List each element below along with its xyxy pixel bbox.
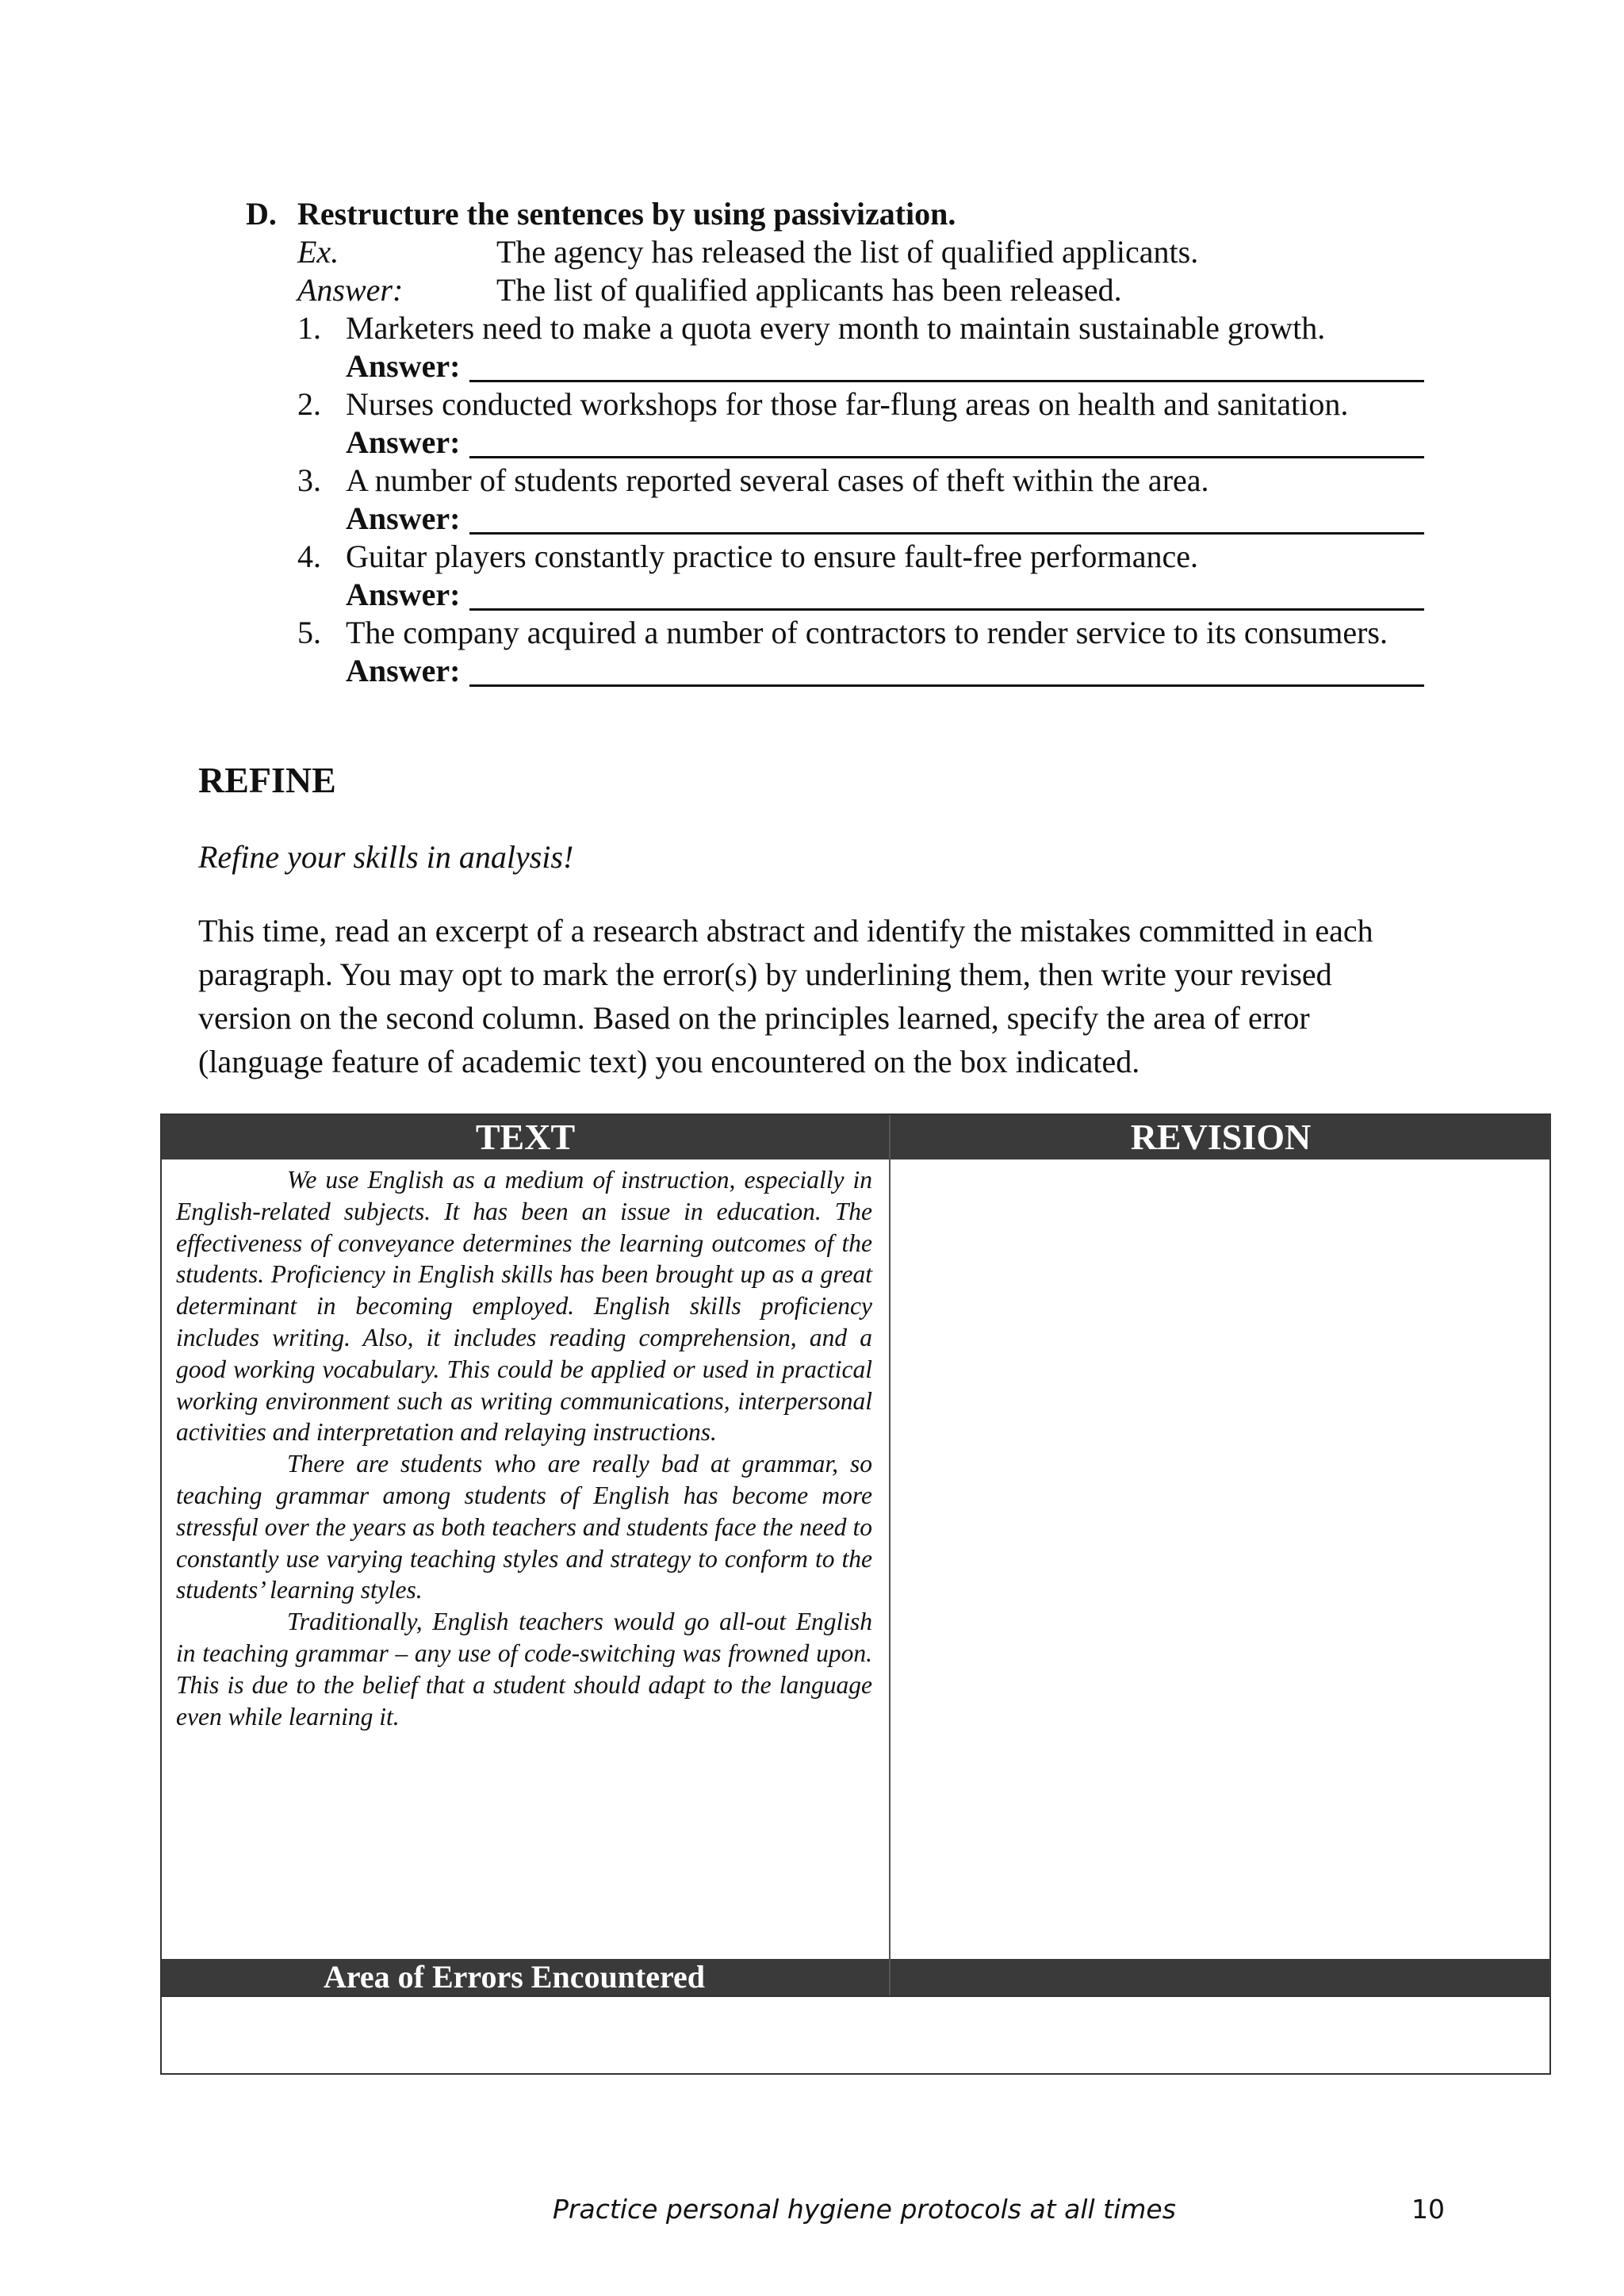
exercise-d-heading-text: Restructure the sentences by using passivization. [297, 196, 956, 232]
exercise-item [297, 538, 1435, 576]
refine-subtitle: Refine your skills in analysis! [198, 839, 574, 875]
instruction-line: This time, read an excerpt of a research abstract and identify the mistakes committed in each [198, 913, 1373, 949]
text-column-header: TEXT [162, 1115, 889, 1159]
item-number: 2. [297, 386, 321, 422]
item-number: 3. [297, 462, 321, 498]
example-answer-label: Answer: [297, 272, 404, 308]
exercise-item [297, 462, 1435, 500]
answer-blank[interactable] [469, 600, 1424, 611]
revision-column-header: REVISION [891, 1115, 1551, 1159]
answer-blank[interactable] [469, 677, 1424, 687]
excerpt-paragraph: We use English as a medium of instruction, especially in English-related subjects. It has been an issue in education. The effectiveness of conveyance determines the learning outcomes of the students. Proficiency in English skills has been brought up as a great determinant in becoming employed. English skills proficiency includes writing. Also, it includes reading comprehension, and a good working vocabulary. This could be applied or used in practical working environment such as writing communications, interpersonal activities and interpretation and relaying instructions. [176, 1166, 872, 1447]
item-sentence: Nurses conducted workshops for those far-flung areas on health and sanitation. [346, 386, 1349, 422]
answer-row [346, 500, 1435, 538]
footer-text: Practice personal hygiene protocols at all times [553, 2194, 1176, 2225]
example-answer-text: The list of qualified applicants has been released. [496, 272, 1122, 308]
instruction-line: version on the second column. Based on the principles learned, specify the area of error [198, 1000, 1310, 1036]
instruction-line: paragraph. You may opt to mark the error(s) by underlining them, then write your revised [198, 956, 1332, 992]
exercise-item [297, 614, 1435, 652]
excerpt-paragraph: There are students who are really bad at grammar, so teaching grammar among students of English has become more stressful over the years as both teachers and students face the need to constantly use varying teaching styles and strategy to conform to the students’ learning styles. [176, 1450, 872, 1604]
errors-header: Area of Errors Encountered [162, 1959, 889, 1995]
answer-blank[interactable] [469, 524, 1424, 535]
exercise-d-heading [246, 195, 1435, 233]
answer-label: Answer: [346, 577, 461, 612]
item-sentence: Marketers need to make a quota every month to maintain sustainable growth. [346, 310, 1326, 346]
item-number: 5. [297, 615, 321, 650]
example-label: Ex. [297, 234, 339, 270]
analysis-table [160, 1114, 1551, 2075]
item-sentence: Guitar players constantly practice to ensure fault-free performance. [346, 539, 1199, 574]
column-divider [889, 1115, 891, 1995]
exercise-d [246, 195, 1435, 690]
exercise-d-letter: D. [246, 196, 277, 232]
item-number: 1. [297, 310, 321, 346]
answer-blank[interactable] [469, 372, 1424, 382]
example-answer-row [297, 271, 1435, 309]
answer-row [346, 652, 1435, 690]
errors-header-filler [891, 1959, 1551, 1995]
answer-label: Answer: [346, 348, 461, 384]
exercise-item [297, 385, 1435, 424]
abstract-excerpt [176, 1164, 872, 1732]
refine-title: REFINE [198, 760, 336, 800]
refine-instructions [198, 909, 1451, 1083]
example-row [297, 233, 1435, 271]
answer-row [346, 576, 1435, 614]
item-number: 4. [297, 539, 321, 574]
example-text: The agency has released the list of qualified applicants. [496, 234, 1199, 270]
page-number: 10 [1411, 2194, 1445, 2225]
item-sentence: The company acquired a number of contractors to render service to its consumers. [346, 615, 1388, 650]
excerpt-paragraph: Traditionally, English teachers would go all-out English in teaching grammar – any use of code-switching was frowned upon. This is due to the belief that a student should adapt to the language even while learning it. [176, 1608, 872, 1731]
item-sentence: A number of students reported several cases of theft within the area. [346, 462, 1209, 498]
exercise-item [297, 309, 1435, 347]
answer-label: Answer: [346, 653, 461, 688]
answer-row [346, 347, 1435, 385]
instruction-line: (language feature of academic text) you encountered on the box indicated. [198, 1044, 1140, 1079]
answer-label: Answer: [346, 500, 461, 536]
answer-label: Answer: [346, 424, 461, 460]
answer-row [346, 424, 1435, 462]
errors-answer-box[interactable] [162, 1995, 1549, 2073]
answer-blank[interactable] [469, 448, 1424, 458]
